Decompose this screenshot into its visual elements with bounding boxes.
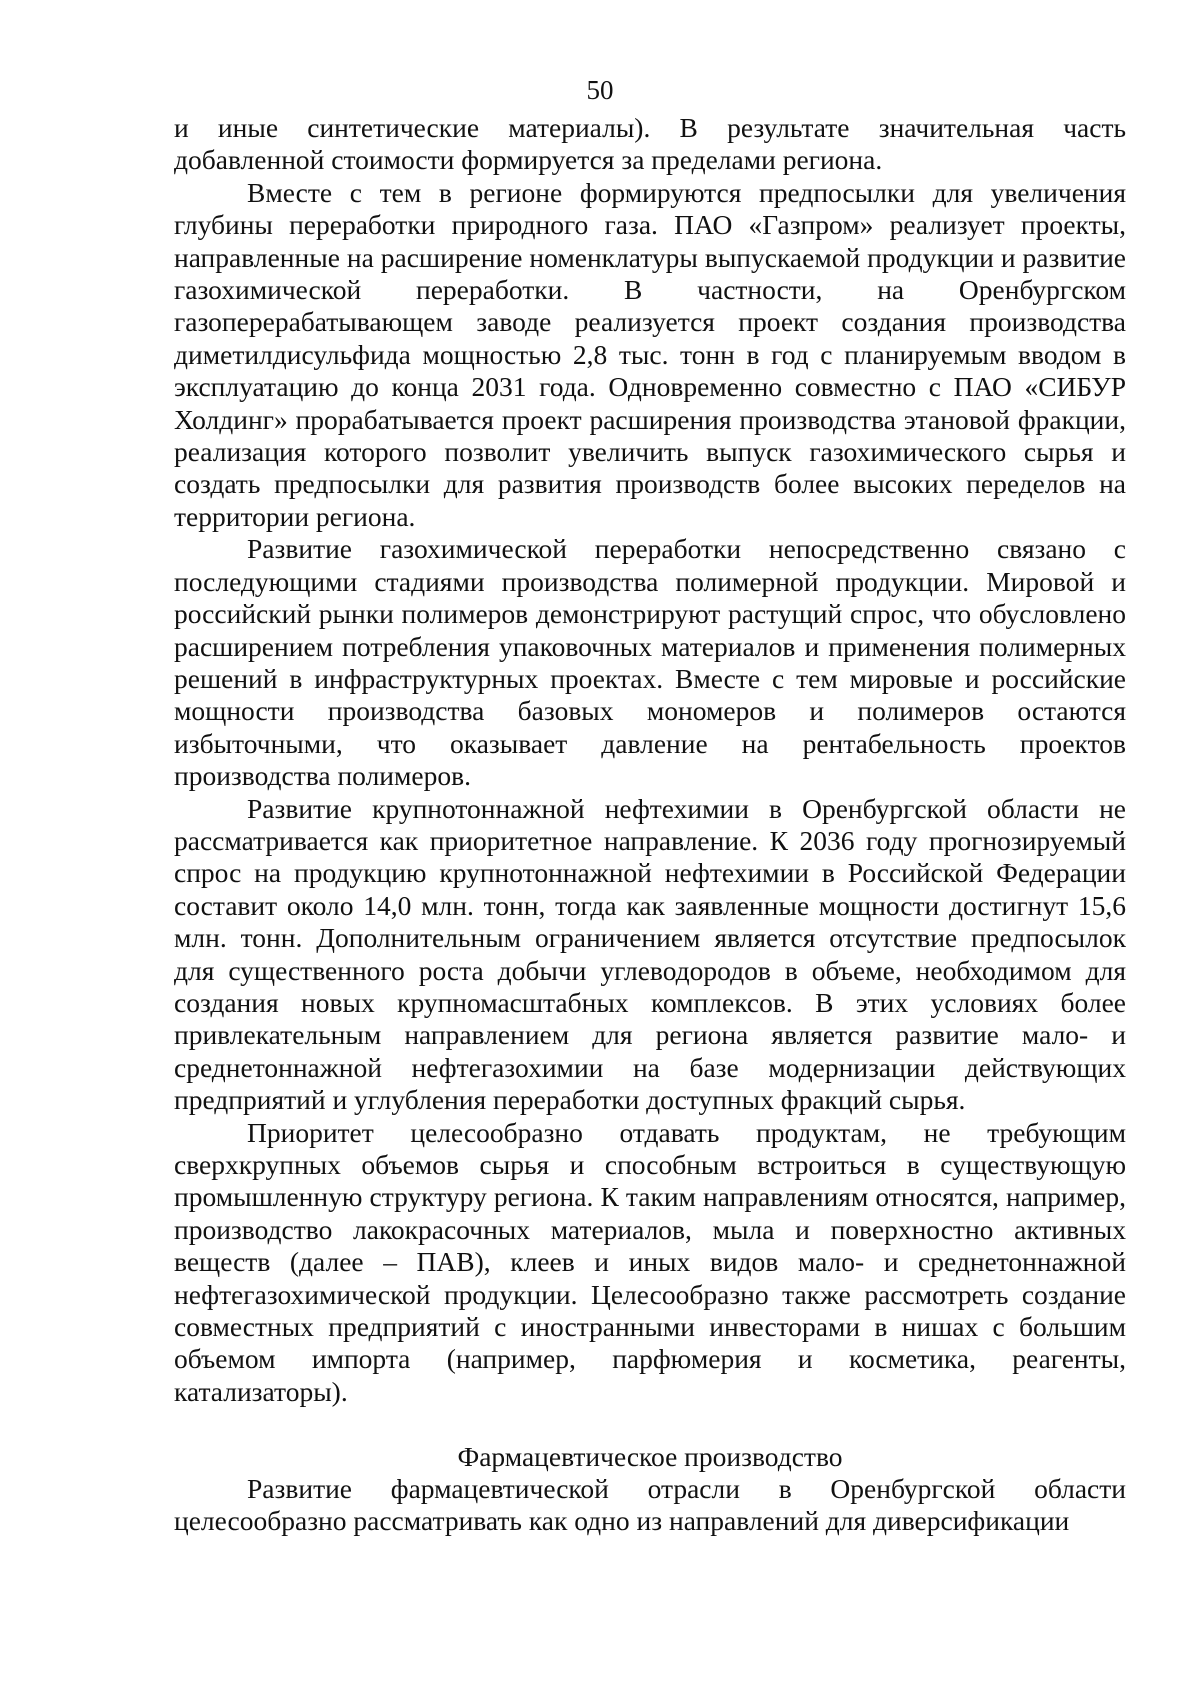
page-number: 50 [586, 75, 614, 105]
paragraph-priorities: Приоритет целесообразно отдавать продуктам, не требующим сверхкрупных объемов сырья и способным встроиться в существующую промышленную структуру региона. К таким направлениям относятся, например, производство лакокрасочных материалов, мыла и поверхностно активных веществ (далее – ПАВ), клеев и иных видов мало- и среднетоннажной нефтегазохимической продукции. Целесообразно также рассмотреть создание совместных предприятий с иностранными инвесторами в нишах с большим объемом импорта (например, парфюмерия и косметика, реагенты, катализаторы). [174, 1116, 1126, 1407]
body-text [174, 112, 1126, 1538]
paragraph-continuation: и иные синтетические материалы). В результате значительная часть добавленной стоимости формируется за пределами региона. [174, 112, 1126, 176]
paragraph-gas-processing: Вместе с тем в регионе формируются предпосылки для увеличения глубины переработки природного газа. ПАО «Газпром» реализует проекты, направленные на расширение номенклатуры выпускаемой продукции и развитие газохимической переработки. В частности, на Оренбургском газоперерабатывающем заводе реализуется проект создания производства диметилдисульфида мощностью 2,8 тыс. тонн в год с планируемым вводом в эксплуатацию до конца 2031 года. Одновременно совместно с ПАО «СИБУР Холдинг» прорабатывается проект расширения производства этановой фракции, реализация которого позволит увеличить выпуск газохимического сырья и создать предпосылки для развития производств более высоких переделов на территории региона. [174, 176, 1126, 532]
paragraph-polymers: Развитие газохимической переработки непосредственно связано с последующими стадиями производства полимерной продукции. Мировой и российский рынки полимеров демонстрируют растущий спрос, что обусловлено расширением потребления упаковочных материалов и применения полимерных решений в инфраструктурных проектах. Вместе с тем мировые и российские мощности производства базовых мономеров и полимеров остаются избыточными, что оказывает давление на рентабельность проектов производства полимеров. [174, 533, 1126, 792]
section-heading: Фармацевтическое производство [457, 1440, 843, 1472]
paragraph-pharma: Развитие фармацевтической отрасли в Оренбургской области целесообразно рассматривать как одно из направлений для диверсификации [174, 1473, 1126, 1537]
paragraph-petrochemistry: Развитие крупнотоннажной нефтехимии в Оренбургской области не рассматривается как приоритетное направление. К 2036 году прогнозируемый спрос на продукцию крупнотоннажной нефтехимии в Российской Федерации составит около 14,0 млн. тонн, тогда как заявленные мощности достигнут 15,6 млн. тонн. Дополнительным ограничением является отсутствие предпосылок для существенного роста добычи углеводородов в объеме, необходимом для создания новых крупномасштабных комплексов. В этих условиях более привлекательным направлением для региона является развитие мало- и среднетоннажной нефтегазохимии на базе модернизации действующих предприятий и углубления переработки доступных фракций сырья. [174, 792, 1126, 1116]
